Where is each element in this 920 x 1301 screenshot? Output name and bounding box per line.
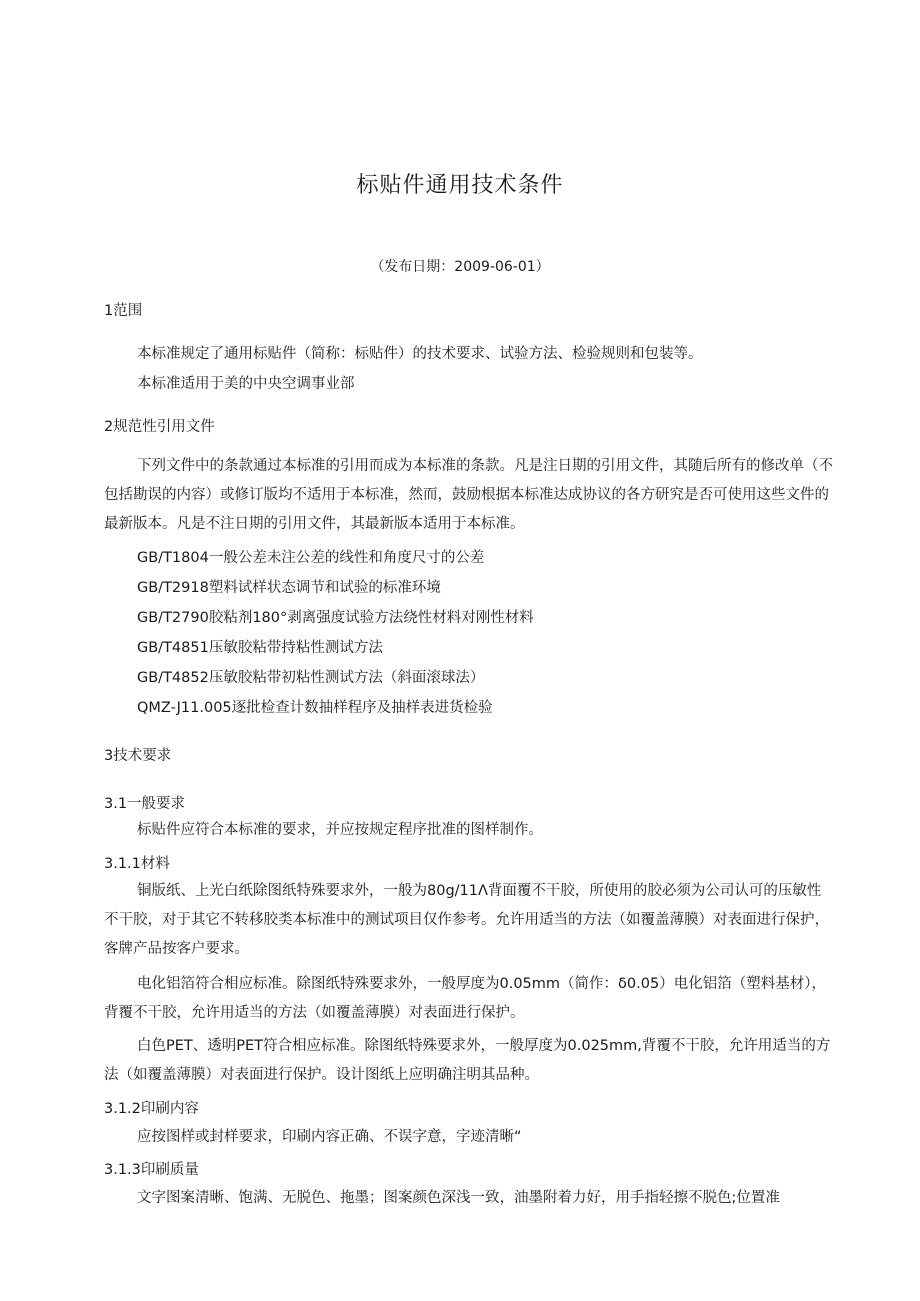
reference-item: GB/T2918塑料试样状态调节和试验的标准环境 (137, 580, 441, 596)
publish-date: （发布日期：2009-06-01） (370, 259, 550, 275)
section-3-1-1-paragraph-3: 白色PET、透明PET符合相应标准。除图纸特殊要求外，一般厚度为0.025mm,背覆不干胶，允许用适当的方法（如覆盖薄膜）对表面进行保护。设计图纸上应明确注明其品种。 (104, 1038, 831, 1083)
section-1-paragraph-2: 本标准适用于美的中央空调事业部 (137, 376, 355, 392)
document-title: 标贴件通用技术条件 (356, 173, 564, 198)
reference-item: QMZ-J11.005逐批检查计数抽样程序及抽样表进货检验 (137, 700, 493, 716)
section-1-heading: 1范围 (104, 303, 143, 319)
section-3-1-3-heading: 3.1.3印刷质量 (104, 1162, 199, 1178)
section-3-heading: 3技术要求 (104, 748, 172, 764)
section-3-1-2-paragraph-1: 应按图样或封样要求，印刷内容正确、不误字意，字迹清晰“ (137, 1129, 522, 1145)
section-3-1-paragraph-1: 标贴件应符合本标准的要求，并应按规定程序批准的图样制作。 (137, 822, 543, 838)
reference-item: GB/T4851压敏胶粘带持粘性测试方法 (137, 640, 383, 656)
section-2-heading: 2规范性引用文件 (104, 419, 215, 435)
reference-item: GB/T2790胶粘剂180°剥离强度试验方法绕性材料对刚性材料 (137, 610, 534, 626)
section-3-1-1-paragraph-1: 铜版纸、上光白纸除图纸特殊要求外，一般为80g∕11Λ背面覆不干胶，所使用的胶必须为公司认可的压敏性不干胶，对于其它不转移胶类本标准中的测试项目仅作参考。允许用适当的方法（如覆盖薄膜）对表面进行保护，客牌产品按客户要求。 (104, 883, 829, 957)
section-3-1-1-paragraph-2: 电化铝箔符合相应标准。除图纸特殊要求外，一般厚度为0.05mm（简作：δ0.05）电化铝箔（塑料基材），背覆不干胶，允许用适当的方法（如覆盖薄膜）对表面进行保护。 (104, 976, 826, 1021)
reference-item: GB/T4852压敏胶粘带初粘性测试方法（斜面滚球法） (137, 670, 485, 686)
section-1-paragraph-1: 本标准规定了通用标贴件（简称：标贴件）的技术要求、试验方法、检验规则和包装等。 (137, 346, 703, 362)
section-3-1-2-heading: 3.1.2印刷内容 (104, 1101, 199, 1117)
section-3-1-3-paragraph-1: 文字图案清晰、饱满、无脱色、拖墨；图案颜色深浅一致，油墨附着力好，用手指轻擦不脱色;位置准 (137, 1190, 780, 1206)
section-2-paragraph-1: 下列文件中的条款通过本标准的引用而成为本标准的条款。凡是注日期的引用文件，其随后所有的修改单（不包括勘误的内容）或修订版均不适用于本标准，然而，鼓励根据本标准达成协议的各方研究是否可使用这些文件的最新版本。凡是不注日期的引用文件，其最新版本适用于本标准。 (104, 458, 833, 532)
reference-item: GB/T1804一般公差未注公差的线性和角度尺寸的公差 (137, 550, 485, 566)
section-3-1-1-heading: 3.1.1材料 (104, 856, 170, 872)
section-3-1-heading: 3.1一般要求 (104, 796, 186, 812)
